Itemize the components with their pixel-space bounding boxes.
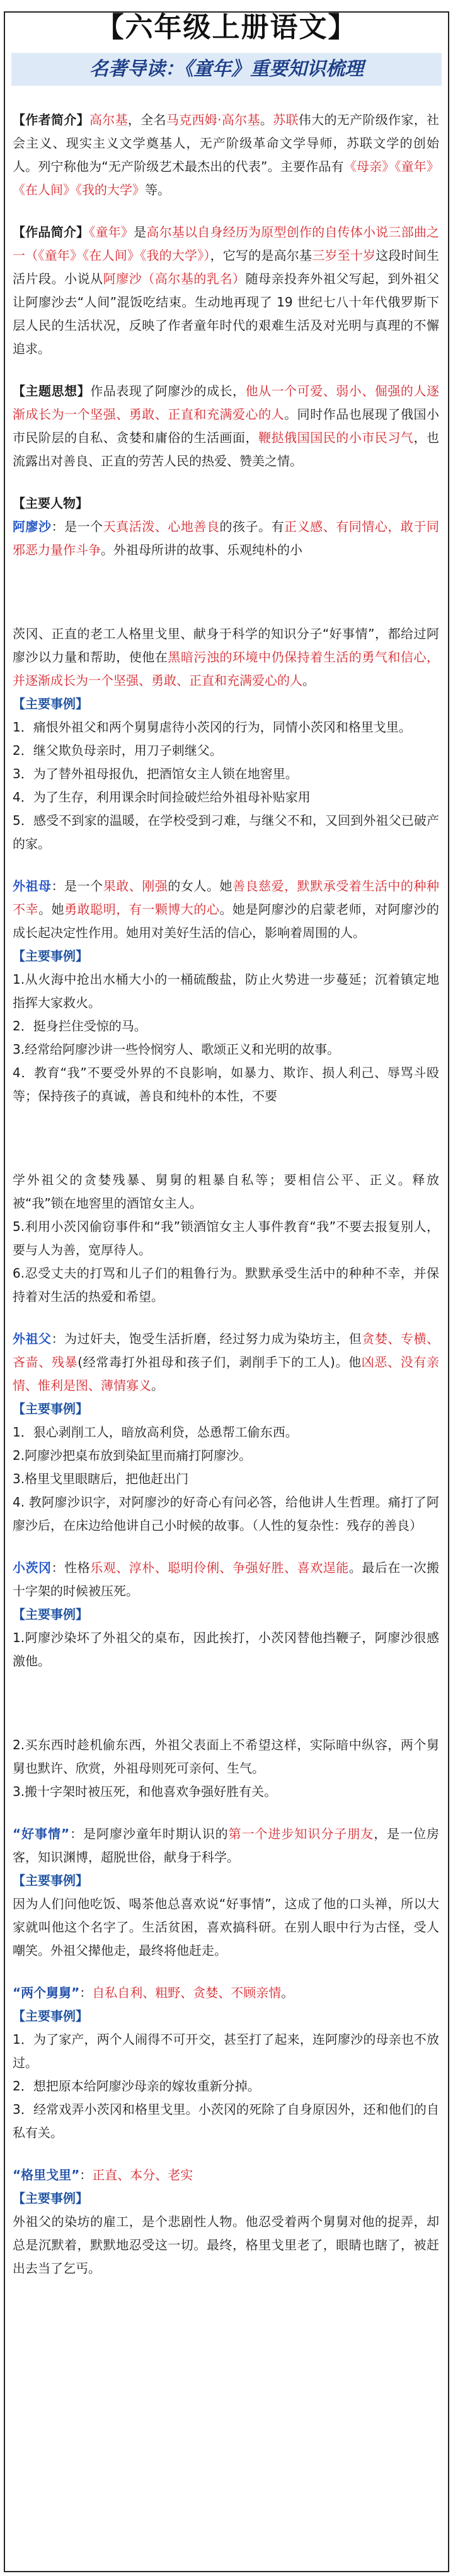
grandmother-event: 5.利用小茨冈偷窃事件和“我”锁酒馆女主人事件教育“我”不要去报复别人，要与人为善，宽厚待人。: [13, 1219, 439, 1257]
spacer: [13, 856, 439, 875]
gypsy-events-heading: 【主要事例】: [13, 1607, 88, 1622]
grandmother-event: 6.忍受丈夫的打骂和儿子们的粗鲁行为。默默承受生活中的种种不幸，并保持着对生活的热爱和希望。: [13, 1266, 439, 1304]
gypsy-event: 1.阿廖沙染坏了外祖父的桌布，因此挨打，小茨冈替他挡鞭子，阿廖沙很感激他。: [13, 1630, 439, 1669]
grandfather-event: 4. 教阿廖沙识字，对阿廖沙的好奇心有问必答，给他讲人生哲理。痛打了阿廖沙后，在床边给他讲自己小时候的故事。（人性的复杂性：残存的善良）: [13, 1495, 439, 1533]
spacer: [13, 1308, 439, 1327]
grandmother-events-heading: 【主要事例】: [13, 948, 88, 964]
grandfather-paragraph: 外祖父：为过奸夫，饱受生活折磨，经过努力成为染坊主，但贪婪、专横、吝啬、残暴(经常毒打外祖母和孩子们，剥削手下的工人)。他凶恶、没有亲情、惟利是图、薄情寡义。: [13, 1331, 440, 1393]
page-subtitle: 名著导读：《童年》重要知识梳理: [11, 53, 442, 86]
uncles-event: 1．为了家产，两个人闹得不可开交，甚至打了起来，连阿廖沙的母亲也不放过。: [13, 2032, 439, 2070]
grandfather-event: 2.阿廖沙把桌布放到染缸里而痛打阿廖沙。: [13, 1448, 252, 1463]
page-break-spacer: [13, 1108, 439, 1169]
characters-section: [13, 492, 439, 2280]
good-business-event: 因为人们问他吃饭、喝茶他总喜欢说“好事情”，这成了他的口头禅，所以大家就叫他这个名字了。生活贫困，喜欢搞科研。在别人眼中行为古怪，受人嘲笑。外祖父撵他走，最终将他赶走。: [13, 1896, 439, 1958]
characters-heading: 【主要人物】: [13, 496, 88, 511]
good-business-events-heading: 【主要事例】: [13, 1873, 88, 1888]
gypsy-event: 3.搬十字架时被压死，和他喜欢争强好胜有关。: [13, 1784, 277, 1799]
grandmother-paragraph: 外祖母：是一个果敢、刚强的女人。她善良慈爱，默默承受着生活中的种种不幸。她勇敢聪明，有一颗博大的心。她是阿廖沙的启蒙老师，对阿廖沙的成长起决定性作用。她用对美好生活的信心，影响着周围的人。: [13, 878, 439, 940]
spacer: [13, 1804, 439, 1822]
theme-paragraph: 【主题思想】作品表现了阿廖沙的成长，他从一个可爱、弱小、倔强的人逐渐成长为一个坚强、勇敢、正直和充满爱心的人。同时作品也展现了俄国小市民阶层的自私、贪婪和庸俗的生活画面，鞭挞俄国国民的小市民习气，也流露出对善良、正直的劳苦人民的热爱、赞美之情。: [13, 383, 439, 469]
theme-section: [13, 380, 439, 473]
good-business-paragraph: “好事情”：是阿廖沙童年时期认识的第一个进步知识分子朋友，是一位房客，知识渊博，超脱世俗，献身于科学。: [13, 1826, 440, 1865]
alyosha-event: 1．痛恨外祖父和两个舅舅虐待小茨冈的行为，同情小茨冈和格里戈里。: [13, 720, 411, 735]
grandmother-event: 1.从火海中抢出水桶大小的一桶硫酸盐，防止火势进一步蔓延；沉着镇定地指挥大家救火。: [13, 972, 439, 1010]
grandmother-event: 2．挺身拦住受惊的马。: [13, 1018, 147, 1034]
spacer: [13, 2145, 439, 2164]
work-intro-section: [13, 221, 439, 361]
grigory-events-heading: 【主要事例】: [13, 2191, 88, 2206]
page-break-spacer: [13, 562, 439, 622]
alyosha-paragraph-continued: 茨冈、正直的老工人格里戈里、献身于科学的知识分子“好事情”，都给过阿廖沙以力量和帮助，使他在黑暗污浊的环境中仍保持着生活的勇气和信心，并逐渐成长为一个坚强、勇敢、正直和充满爱心的人。: [13, 626, 439, 688]
gypsy-paragraph: 小茨冈：性格乐观、淳朴、聪明伶俐、争强好胜、喜欢逞能。最后在一次搬十字架的时候被压死。: [13, 1560, 439, 1599]
alyosha-events-heading: 【主要事例】: [13, 696, 88, 711]
grandfather-event: 1．狠心剥削工人，暗放高利贷，怂恿帮工偷东西。: [13, 1425, 298, 1440]
work-intro-paragraph: 【作品简介】《童年》是高尔基以自身经历为原型创作的自传体小说三部曲之一（《童年》《在人间》《我的大学》），它写的是高尔基三岁至十岁这段时间生活片段。小说从阿廖沙（高尔基的乳名）随母亲投奔外祖父写起，到外祖父让阿廖沙去“人间”混饭吃结束。生动地再现了 19 世纪七八十年代俄罗斯下层人民的生活状况，反映了作者童年时代的艰难生活及对光明与真理的不懈追求。: [13, 224, 440, 356]
page-title: 【六年级上册语文】: [96, 11, 357, 44]
gypsy-event: 2.买东西时趁机偷东西，外祖父表面上不希望这样，实际暗中纵容，两个舅舅也默许、欣赏，外祖母则死可亲何、生气。: [13, 1737, 439, 1776]
uncles-event: 3．经常戏弄小茨冈和格里戈里。小茨冈的死除了自身原因外，还和他们的自私有关。: [13, 2102, 439, 2140]
page-break-spacer: [13, 1673, 439, 1734]
alyosha-event: 2．继父欺负母亲时，用刀子刺继父。: [13, 743, 222, 758]
author-intro-section: [13, 108, 439, 202]
grandfather-event: 3.格里戈里眼瞎后，把他赶出门: [13, 1471, 189, 1486]
grigory-event: 外祖父的染坊的雇工，是个悲剧性人物。他忍受着两个舅舅对他的捉弄，却总是沉默着，默默地忍受这一切。最终，格里戈里老了，眼睛也瞎了，被赶出去当了乞丐。: [13, 2214, 439, 2276]
alyosha-event: 3．为了替外祖母报仇，把酒馆女主人锁在地窖里。: [13, 766, 298, 781]
uncles-paragraph: “两个舅舅”：自私自利、粗野、贪婪、不顾亲情。: [13, 1985, 294, 2000]
grigory-paragraph: “格里戈里”：正直、本分、老实: [13, 2167, 193, 2183]
grandmother-event: 3.经常给阿廖沙讲一些怜悯穷人、歌颂正义和光明的故事。: [13, 1042, 340, 1057]
grandmother-event-continued: 学外祖父的贪婪残暴、舅舅的粗暴自私等；要相信公平、正义。释放被“我”锁在地窖里的酒馆女主人。: [13, 1172, 439, 1211]
uncles-event: 2．想把原本给阿廖沙母亲的嫁妆重新分掉。: [13, 2078, 260, 2094]
grandmother-event: 4．教育“我”不要受外界的不良影响，如暴力、欺诈、损人利己、辱骂斗殴等；保持孩子的真诚，善良和纯朴的本性，不要: [13, 1065, 439, 1104]
alyosha-paragraph: 阿廖沙：是一个天真活泼、心地善良的孩子。有正义感、有同情心，敢于同邪恶力量作斗争。外祖母所讲的故事、乐观纯朴的小: [13, 519, 439, 557]
spacer: [13, 1962, 439, 1981]
alyosha-event: 4．为了生存，利用课余时间捡破烂给外祖母补贴家用: [13, 790, 311, 805]
author-intro-paragraph: 【作者简介】高尔基，全名马克西姆·高尔基。苏联伟大的无产阶级作家，社会主义、现实主义文学奠基人，无产阶级革命文学导师，苏联文学的创始人。列宁称他为“无产阶级艺术最杰出的代表”。主要作品有《母亲》《童年》《在人间》《我的大学》等。: [13, 112, 440, 197]
document-body: [13, 108, 439, 2299]
grandfather-events-heading: 【主要事例】: [13, 1401, 88, 1416]
alyosha-event: 5．感受不到家的温暖，在学校受到刁难，与继父不和，又回到外祖父已破产的家。: [13, 813, 439, 851]
spacer: [13, 1537, 439, 1556]
uncles-events-heading: 【主要事例】: [13, 2008, 88, 2024]
